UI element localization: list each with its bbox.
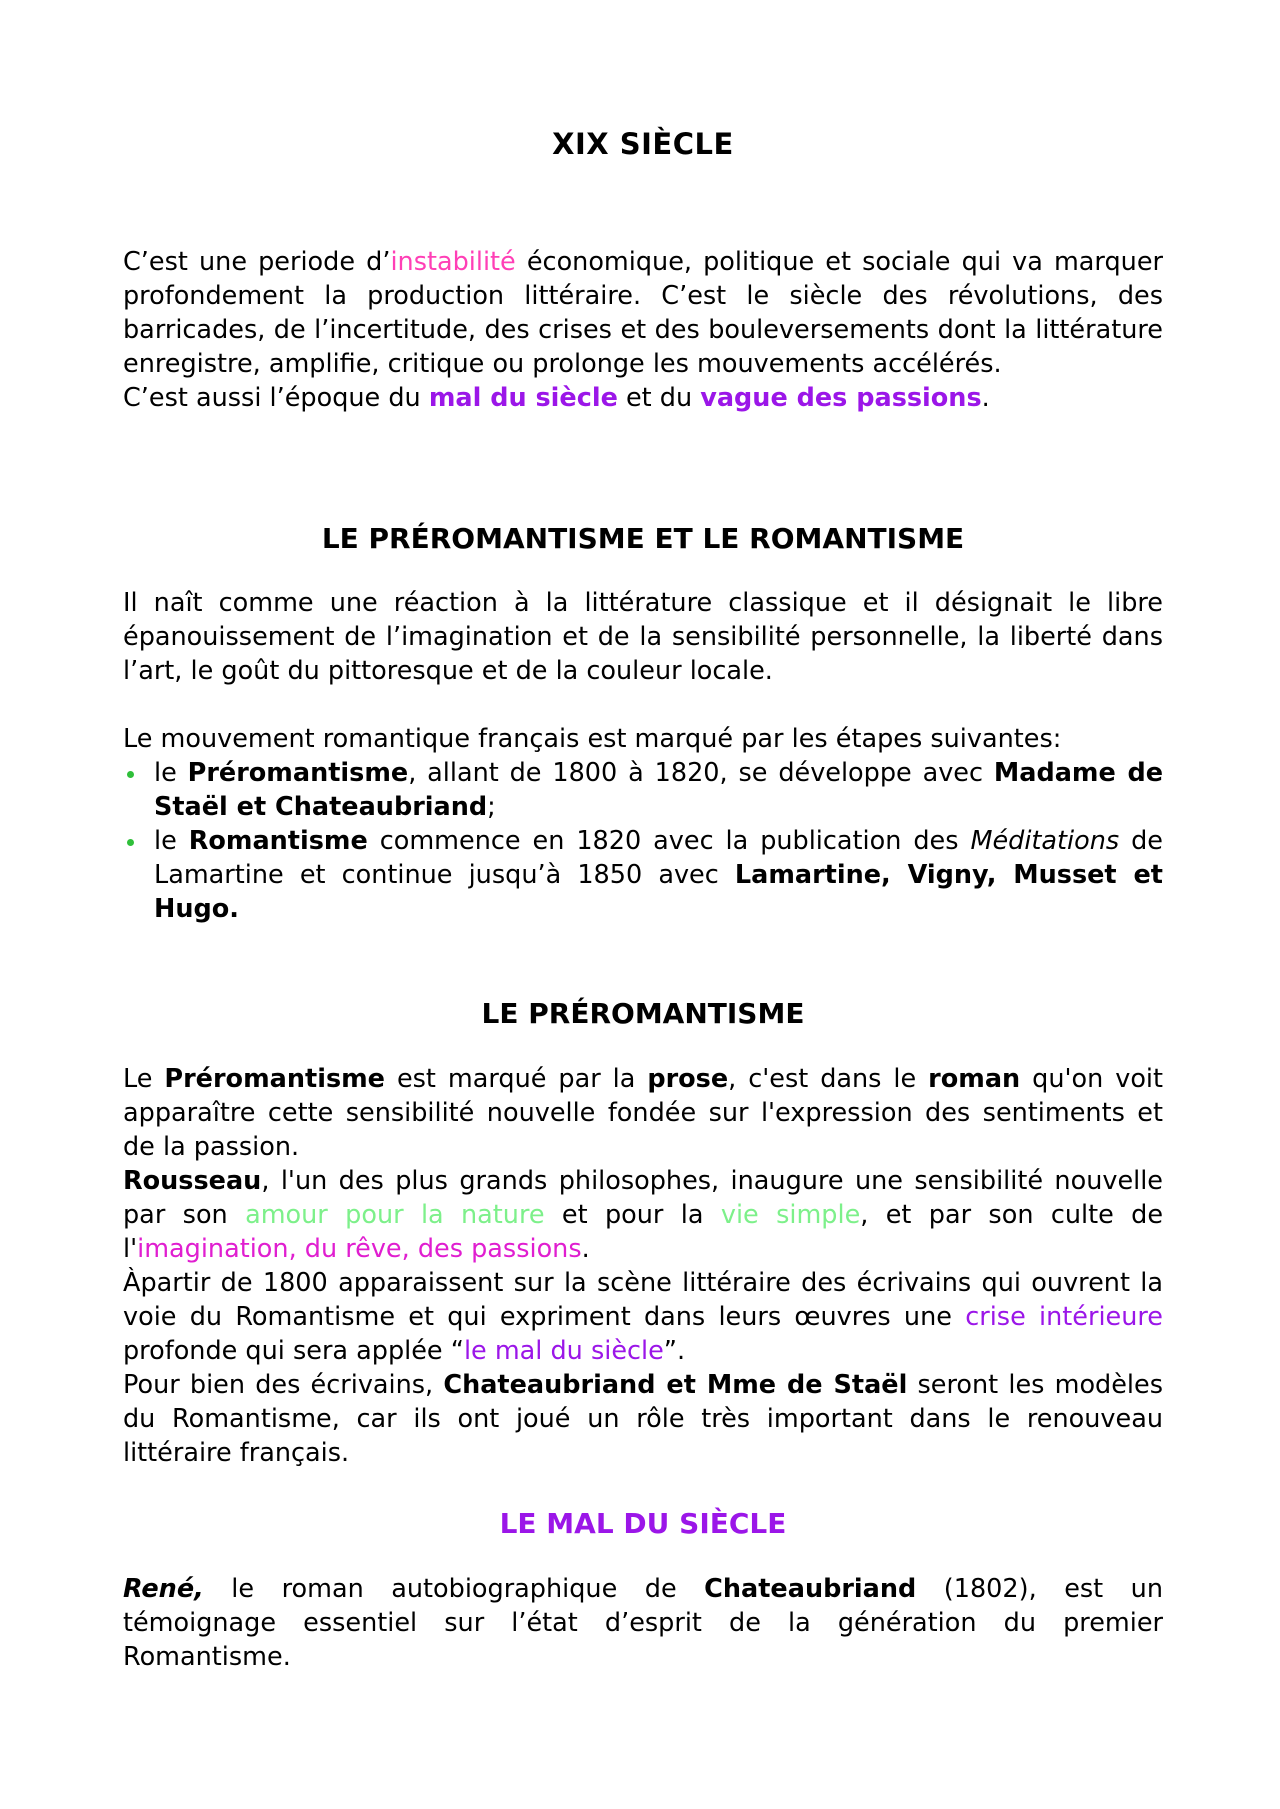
bullet2-text-2: commence en 1820 avec la publication des (367, 826, 971, 856)
s2p2-rousseau: Rousseau (123, 1166, 262, 1196)
bullet2-text-1: le (154, 826, 189, 856)
s2p3-text-3: ”. (663, 1336, 686, 1366)
s2p2-text-4: . (581, 1234, 590, 1264)
bullet1-text-1: le (154, 758, 188, 788)
bullet1-text-3: ; (487, 792, 496, 822)
section-title-preromantisme: LE PRÉROMANTISME (481, 997, 805, 1030)
intro-text-3: C’est aussi l’époque du (123, 383, 429, 413)
s2p1-text-3: , c'est dans le (728, 1064, 929, 1094)
s2p4-text-2: seront les modèles du Romantisme, car ils ont joué un rôle très important dans le renouveau littéraire français. (123, 1370, 1163, 1468)
section2-paragraph-1 (123, 1062, 1163, 1470)
bullet2-authors: Lamartine, Vigny, Musset et Hugo. (154, 860, 1163, 924)
section3-paragraph-1 (123, 1572, 1163, 1674)
s2p2-amour-nature: amour pour la nature (245, 1200, 545, 1230)
s2p4-authors: Chateaubriand et Mme de Staël (443, 1370, 908, 1400)
intro-text-5: . (981, 383, 990, 413)
bullet2-text-3: de Lamartine et continue jusqu’à 1850 avec (154, 826, 1163, 890)
list-item (123, 756, 1163, 824)
s2p3-mal-du-siecle: le mal du siècle (463, 1336, 664, 1366)
s2p3-crise-interieure: crise intérieure (965, 1302, 1163, 1332)
bullet-dot-icon (127, 771, 134, 778)
intro-text-2: économique, politique et sociale qui va marquer profondement la production littéraire. C’est le siècle des révolutions, des barricades, de l’incertitude, des crises et des bouleversements dont la littérature enregistre, amplifie, critique ou prolonge les mouvements accélérés. (123, 247, 1163, 379)
s2p3-text-1: Àpartir de 1800 apparaissent sur la scène littéraire des écrivains qui ouvrent la voie du Romantisme et qui expriment dans leurs œuvres une (123, 1268, 1163, 1332)
s2p2-text-1: , l'un des plus grands philosophes, inaugure une sensibilité nouvelle par son (123, 1166, 1163, 1230)
s2p2-text-3: , et par son culte de l' (123, 1200, 1164, 1264)
s2p1-text-4: qu'on voit apparaître cette sensibilité nouvelle fondée sur l'expression des sentiments et de la passion. (123, 1064, 1164, 1162)
s3p1-text-1: le roman autobiographique de (203, 1574, 705, 1604)
bullet1-preromantisme: Préromantisme (187, 758, 409, 788)
s2p4-text-1: Pour bien des écrivains, (123, 1370, 444, 1400)
intro-vague-des-passions: vague des passions (700, 383, 982, 413)
s2p3-text-2: profonde qui sera applée “ (123, 1336, 464, 1366)
section1-paragraph-1: Il naît comme une réaction à la littérature classique et il désignait le libre épanouissement de l’imagination et de la sensibilité personnelle, la liberté dans l’art, le goût du pittoresque et de la couleur locale. (123, 588, 1163, 686)
intro-mal-du-siecle: mal du siècle (428, 383, 618, 413)
section-title-preromantisme-romantisme: LE PRÉROMANTISME ET LE ROMANTISME (321, 522, 965, 555)
s3p1-rene: René, (123, 1574, 204, 1604)
list-item (123, 824, 1163, 926)
section1-paragraph-2: Le mouvement romantique français est marqué par les étapes suivantes: (123, 724, 1062, 754)
s2p2-imagination: imagination, du rêve, des passions (137, 1234, 582, 1264)
s2p1-prose: prose (647, 1064, 729, 1094)
bullet1-authors: Madame de Staël et Chateaubriand (154, 758, 1163, 822)
bullet2-romantisme: Romantisme (188, 826, 368, 856)
section-title-mal-du-siecle: LE MAL DU SIÈCLE (499, 1507, 787, 1540)
bullet-dot-icon (127, 839, 134, 846)
intro-text-1: C’est une periode d’ (123, 247, 391, 277)
intro-text-4: et du (617, 383, 701, 413)
stages-list (123, 756, 1163, 926)
s2p2-text-2: et pour la (544, 1200, 721, 1230)
s3p1-chateaubriand: Chateaubriand (704, 1574, 917, 1604)
bullet1-text-2: , allant de 1800 à 1820, se développe avec (408, 758, 994, 788)
s3p1-text-2: (1802), est un témoignage essentiel sur l’état d’esprit de la génération du premier Romantisme. (123, 1574, 1163, 1672)
intro-paragraph (123, 245, 1163, 415)
bullet2-meditations: Méditations (970, 826, 1120, 856)
s2p1-text-2: est marqué par la (384, 1064, 648, 1094)
s2p1-text-1: Le (123, 1064, 165, 1094)
s2p2-vie-simple: vie simple (720, 1200, 861, 1230)
page-title: XIX SIÈCLE (552, 127, 734, 161)
intro-highlight-instabilite: instabilité (390, 247, 516, 277)
s2p1-roman: roman (928, 1064, 1021, 1094)
s2p1-preromantisme: Préromantisme (164, 1064, 385, 1094)
